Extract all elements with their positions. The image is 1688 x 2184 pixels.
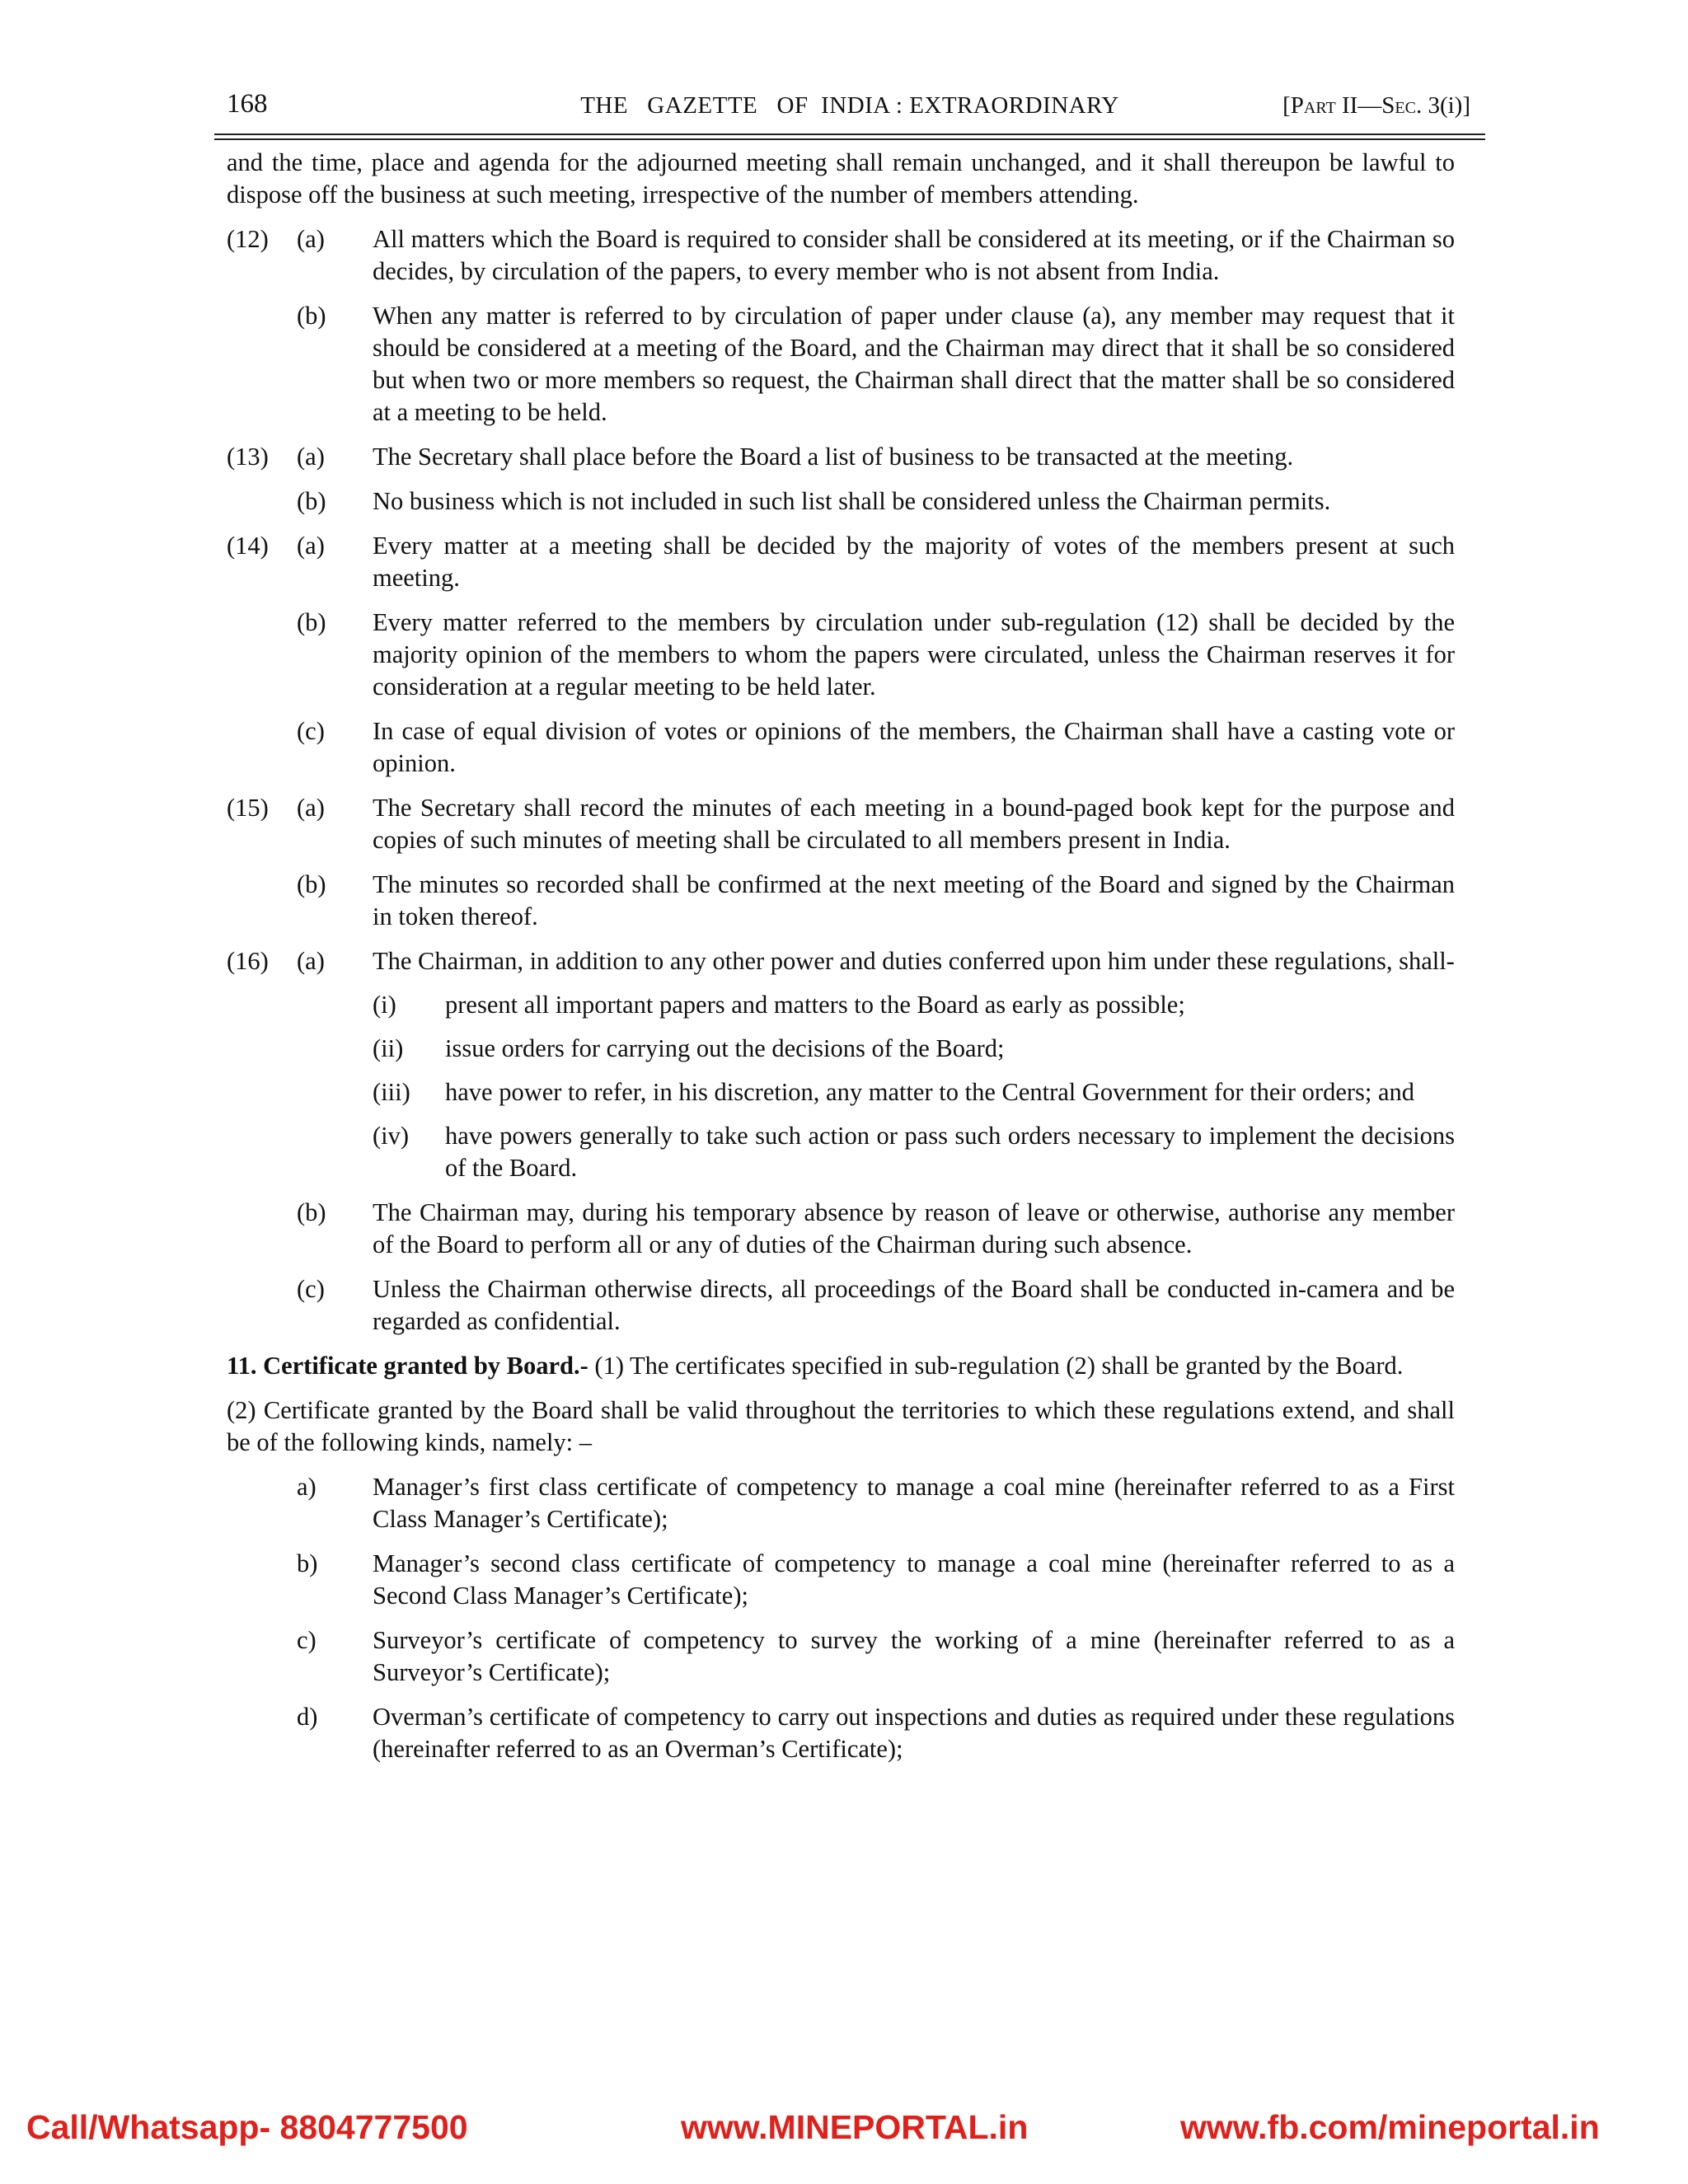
item-text: The minutes so recorded shall be confirmed at the next meeting of the Board and signed by the Chairman in token thereof. xyxy=(373,870,1455,930)
item-label: (c) xyxy=(297,1275,325,1303)
regulation-14a xyxy=(227,530,1455,594)
item-text: Surveyor’s certificate of competency to survey the working of a mine (hereinafter referred to as a Surveyor’s Certificate); xyxy=(373,1626,1455,1686)
item-text: Every matter referred to the members by circulation under sub-regulation (12) shall be decided by the majority opinion of the members to whom the papers were circulated, unless the Chairman reserves it for consideration at a regular meeting to be held later. xyxy=(373,608,1455,701)
sub-item-text: have powers generally to take such action or pass such orders necessary to implement the decisions of the Board. xyxy=(445,1122,1455,1182)
item-text: All matters which the Board is required to consider shall be considered at its meeting, or if the Chairman so decides, by circulation of the papers, to every member who is not absent from India. xyxy=(373,225,1455,285)
page-number: 168 xyxy=(227,89,268,119)
regulation-12a xyxy=(227,223,1455,288)
section-11-para-1 xyxy=(227,1350,1455,1382)
item-text: Manager’s second class certificate of competency to manage a coal mine (hereinafter referred to as a Second Class Manager’s Certificate); xyxy=(373,1549,1455,1610)
sub-item-label: (ii) xyxy=(373,1034,404,1062)
regulation-16a-i xyxy=(373,989,1455,1021)
part-reference: [Part II—Sec. 3(i)] xyxy=(1282,92,1470,119)
gazette-title: THE GAZETTE OF INDIA : EXTRAORDINARY xyxy=(580,92,1119,119)
sub-item-text: have power to refer, in his discretion, any matter to the Central Government for their orders; and xyxy=(445,1078,1415,1106)
item-label: (a) xyxy=(297,532,325,560)
certificate-kind-c xyxy=(227,1624,1455,1689)
item-label: b) xyxy=(297,1549,318,1577)
regulation-16a-iv xyxy=(373,1120,1455,1184)
sub-item-label: (iii) xyxy=(373,1078,410,1106)
item-label: d) xyxy=(297,1703,318,1731)
item-label: (b) xyxy=(297,608,326,636)
item-text: Manager’s first class certificate of competency to manage a coal mine (hereinafter referred to as a First Class Manager’s Certificate); xyxy=(373,1473,1455,1533)
promo-footer xyxy=(0,2108,1688,2158)
item-text: Overman’s certificate of competency to carry out inspections and duties as required under these regulations (hereinafter referred to as an Overman’s Certificate); xyxy=(373,1703,1455,1763)
regulation-14b xyxy=(227,607,1455,703)
regulation-12b xyxy=(227,300,1455,429)
item-text: When any matter is referred to by circulation of paper under clause (a), any member may request that it should be considered at a meeting of the Board, and the Chairman may direct that it shall be so considered but when two or more members so request, the Chairman shall direct that the matter shall be so considered at a meeting to be held. xyxy=(373,302,1455,426)
header-rule-top xyxy=(214,134,1485,135)
intro-paragraph: and the time, place and agenda for the adjourned meeting shall remain unchanged, and it shall thereupon be lawful to dispose off the business at such meeting, irrespective of the number of members attending. xyxy=(227,148,1455,209)
item-text: In case of equal division of votes or opinions of the members, the Chairman shall have a casting vote or opinion. xyxy=(373,717,1455,777)
item-label: a) xyxy=(297,1473,316,1501)
document-body xyxy=(227,147,1455,1778)
item-text: Unless the Chairman otherwise directs, all proceedings of the Board shall be conducted in-camera and be regarded as confidential. xyxy=(373,1275,1455,1335)
item-label: (a) xyxy=(297,443,325,471)
item-text: The Secretary shall record the minutes of each meeting in a bound-paged book kept for the purpose and copies of such minutes of meeting shall be circulated to all members present in India. xyxy=(373,794,1455,854)
sub-item-text: issue orders for carrying out the decisions of the Board; xyxy=(445,1034,1005,1062)
regulation-16a-iii xyxy=(373,1076,1455,1108)
item-number: (14) xyxy=(227,532,269,560)
item-label: (b) xyxy=(297,487,326,515)
footer-website-link[interactable]: www.MINEPORTAL.in xyxy=(681,2108,1029,2146)
item-text: The Chairman may, during his temporary absence by reason of leave or otherwise, authorise any member of the Board to perform all or any of duties of the Chairman during such absence. xyxy=(373,1198,1455,1258)
item-text: The Secretary shall place before the Board a list of business to be transacted at the meeting. xyxy=(373,443,1294,471)
section-11-text-1: (1) The certificates specified in sub-regulation (2) shall be granted by the Board. xyxy=(588,1352,1404,1380)
regulation-13a xyxy=(227,441,1455,473)
regulation-16a xyxy=(227,945,1455,1184)
item-label: (a) xyxy=(297,794,325,822)
sub-item-text: present all important papers and matters to the Board as early as possible; xyxy=(445,991,1185,1019)
item-label: (b) xyxy=(297,302,326,330)
item-label: (b) xyxy=(297,870,326,898)
footer-facebook-link[interactable]: www.fb.com/mineportal.in xyxy=(1180,2108,1600,2146)
regulation-16c xyxy=(227,1273,1455,1338)
page-header xyxy=(214,89,1485,129)
certificate-kind-d xyxy=(227,1701,1455,1765)
item-label: (a) xyxy=(297,225,325,253)
regulation-15a xyxy=(227,792,1455,856)
item-label: (c) xyxy=(297,717,325,745)
item-text: Every matter at a meeting shall be decided by the majority of votes of the members present at such meeting. xyxy=(373,532,1455,592)
item-label: (a) xyxy=(297,947,325,975)
regulation-13b xyxy=(227,485,1455,518)
certificate-kind-b xyxy=(227,1548,1455,1612)
regulation-16a-ii xyxy=(373,1033,1455,1065)
item-text: The Chairman, in addition to any other power and duties conferred upon him under these regulations, shall- xyxy=(373,947,1455,975)
item-number: (16) xyxy=(227,947,269,975)
regulation-15b xyxy=(227,869,1455,933)
footer-call-whatsapp: Call/Whatsapp- 8804777500 xyxy=(26,2108,468,2146)
section-11-heading: 11. Certificate granted by Board.- xyxy=(227,1352,588,1380)
header-rule-bottom xyxy=(214,138,1485,140)
certificate-kind-a xyxy=(227,1471,1455,1535)
item-label: (b) xyxy=(297,1198,326,1226)
sub-item-label: (iv) xyxy=(373,1122,410,1150)
sub-item-label: (i) xyxy=(373,991,396,1019)
regulation-16b xyxy=(227,1197,1455,1261)
regulation-14c xyxy=(227,715,1455,780)
section-11-para-2: (2) Certificate granted by the Board shall be valid throughout the territories to which these regulations extend, and shall be of the following kinds, namely: – xyxy=(227,1396,1455,1456)
item-label: c) xyxy=(297,1626,316,1654)
item-text: No business which is not included in such list shall be considered unless the Chairman permits. xyxy=(373,487,1331,515)
item-number: (15) xyxy=(227,794,269,822)
item-number: (13) xyxy=(227,443,269,471)
item-number: (12) xyxy=(227,225,269,253)
